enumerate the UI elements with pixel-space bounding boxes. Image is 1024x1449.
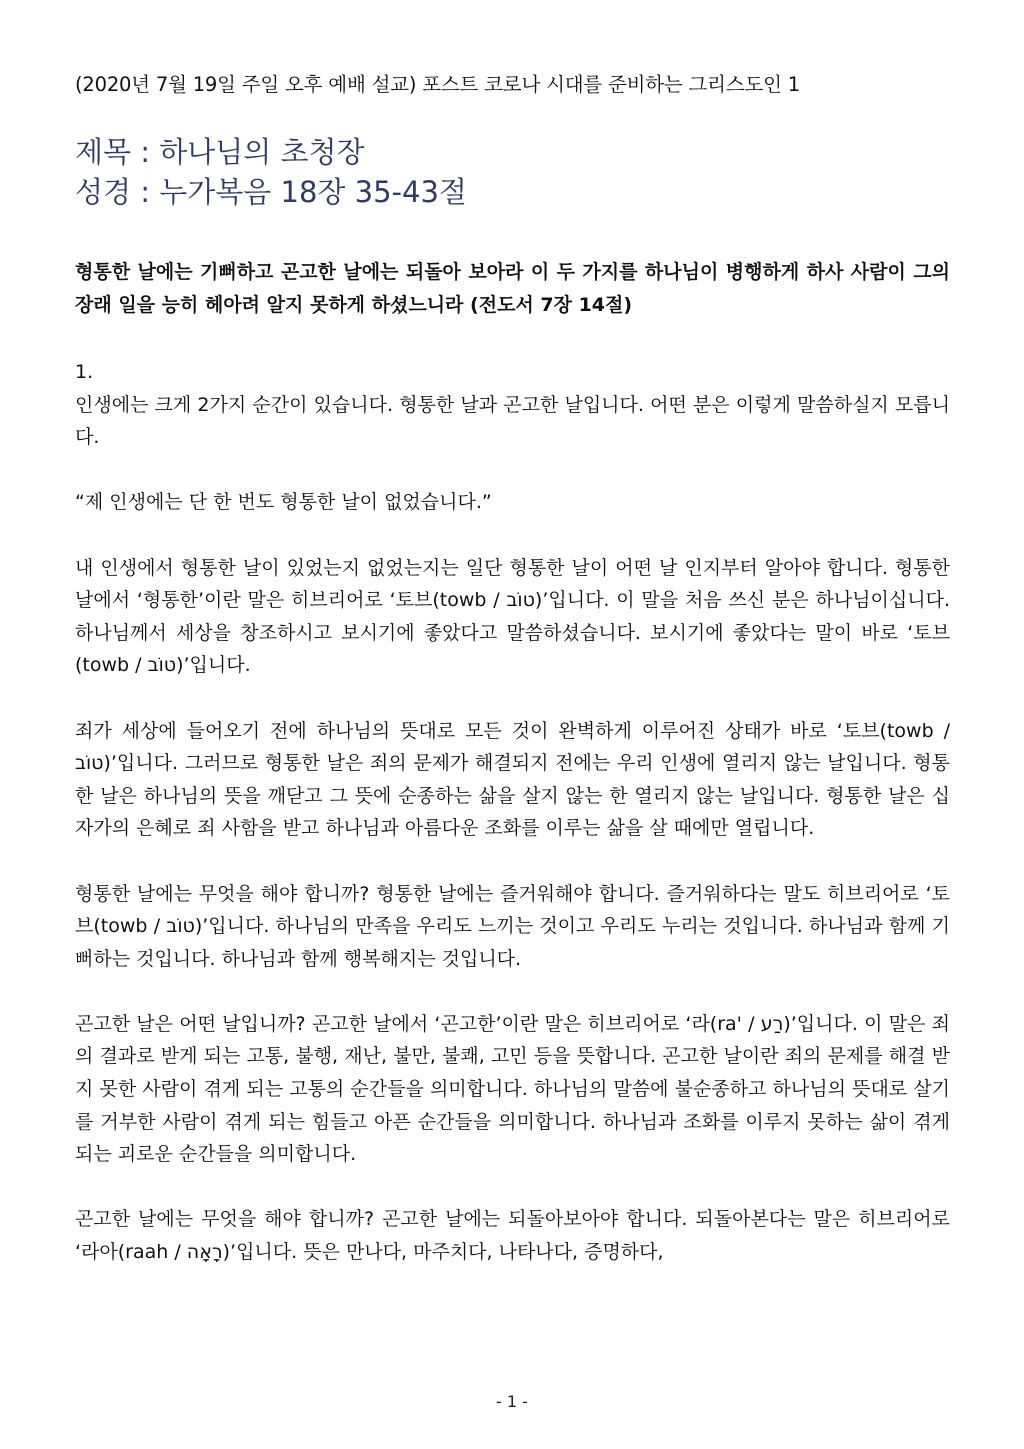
paragraph-1: 인생에는 크게 2가지 순간이 있습니다. 형통한 날과 곤고한 날입니다. 어떤 분은 이렇게 말씀하실지 모릅니다. <box>75 393 950 449</box>
sermon-title: 제목 : 하나님의 초청장 <box>75 135 365 169</box>
paragraph-7: 곤고한 날에는 무엇을 해야 합니까? 곤고한 날에는 되돌아보아야 합니다. 되돌아본다는 말은 히브리어로 ‘라아(raah / רָאָה)’입니다. 뜻은 만나다, 마주치다, 나타나다, 증명하다, <box>75 1208 950 1264</box>
title-block <box>75 132 950 212</box>
paragraph-3: 내 인생에서 형통한 날이 있었는지 없었는지는 일단 형통한 날이 어떤 날 인지부터 알아야 합니다. 형통한 날에서 ‘형통한’이란 말은 히브리어로 ‘토브(towb / טוֹב)’입니다. 이 말을 처음 쓰신 분은 하나님이십니다. 하나님께서 세상을 창조하시고 보시기에 좋았다고 말씀하셨습니다. 보시기에 좋았다는 말이 바로 ‘토브(towb / טוֹב)’입니다. <box>75 556 950 677</box>
sermon-header: (2020년 7월 19일 주일 오후 예배 설교) 포스트 코로나 시대를 준비하는 그리스도인 1 <box>75 73 800 96</box>
paragraph-6: 곤고한 날은 어떤 날입니까? 곤고한 날에서 ‘곤고한’이란 말은 히브리어로 ‘라(ra' / רַע)’입니다. 이 말은 죄의 결과로 받게 되는 고통, 불행, 재난, 불만, 불쾌, 고민 등을 뜻합니다. 곤고한 날이란 죄의 문제를 해결 받지 못한 사람이 겪게 되는 고통의 순간들을 의미합니다. 하나님의 말씀에 불순종하고 하나님의 뜻대로 살기를 거부한 사람이 겪게 되는 힘들고 아픈 순간들을 의미합니다. 하나님과 조화를 이루지 못하는 삶이 겪게 되는 괴로운 순간들을 의미합니다. <box>75 1012 950 1166</box>
sermon-body <box>75 356 950 1301</box>
section-number: 1. <box>75 361 94 383</box>
epigraph-verse: 형통한 날에는 기뻐하고 곤고한 날에는 되돌아 보아라 이 두 가지를 하나님이 병행하게 하사 사람이 그의 장래 일을 능히 헤아려 알지 못하게 하셨느니라 (전도서 7장 14절) <box>75 261 950 316</box>
paragraph-5: 형통한 날에는 무엇을 해야 합니까? 형통한 날에는 즐거워해야 합니다. 즐거워하다는 말도 히브리어로 ‘토브(towb / טוֹב)’입니다. 하나님의 만족을 우리도 느끼는 것이고 우리도 누리는 것입니다. 하나님과 함께 기뻐하는 것입니다. 하나님과 함께 행복해지는 것입니다. <box>75 882 951 970</box>
paragraph-2: “제 인생에는 단 한 번도 형통한 날이 없었습니다.” <box>75 491 492 514</box>
scripture-reference: 성경 : 누가복음 18장 35-43절 <box>75 175 467 209</box>
page-number: - 1 - <box>496 1392 528 1411</box>
paragraph-4: 죄가 세상에 들어오기 전에 하나님의 뜻대로 모든 것이 완벽하게 이루어진 상태가 바로 ‘토브(towb / טוֹב)’입니다. 그러므로 형통한 날은 죄의 문제가 해결되지 전에는 우리 인생에 열리지 않는 날입니다. 형통한 날은 하나님의 뜻을 깨닫고 그 뜻에 순종하는 삶을 살지 않는 한 열리지 않는 날입니다. 형통한 날은 십자가의 은혜로 죄 사함을 받고 하나님과 아름다운 조화를 이루는 삶을 살 때에만 열립니다. <box>75 719 950 840</box>
